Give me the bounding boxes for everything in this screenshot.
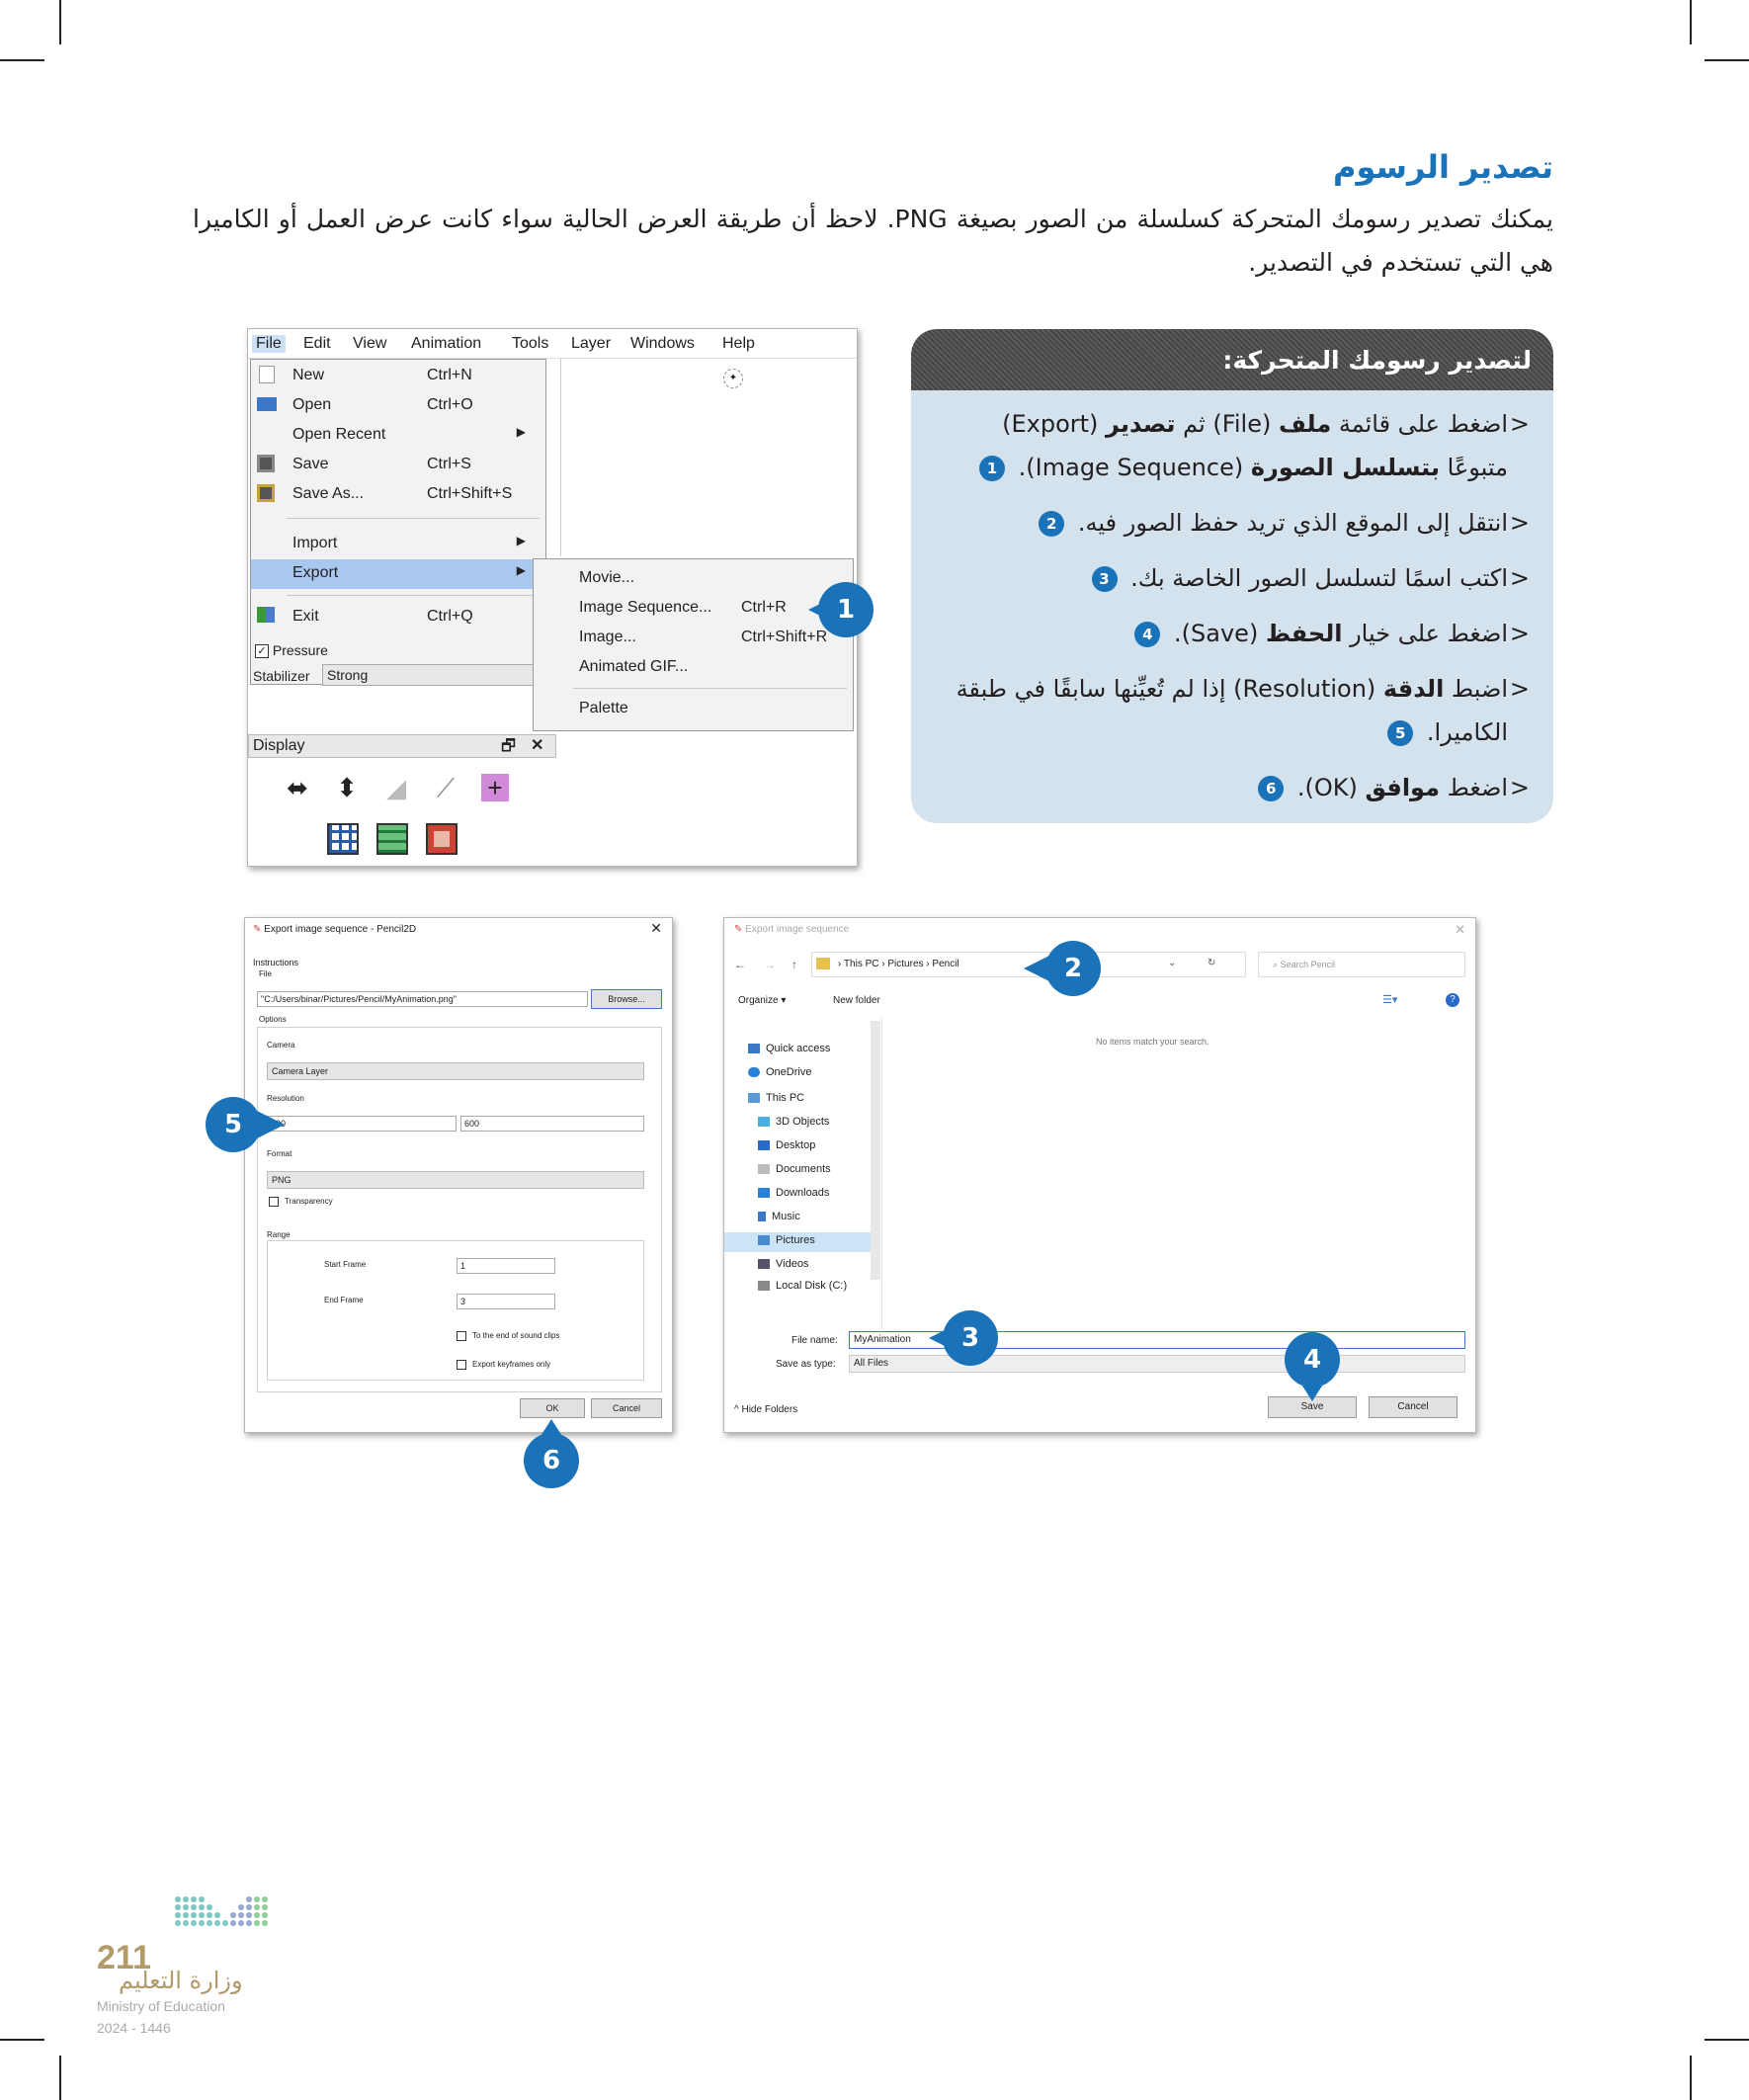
shortcut-image: Ctrl+Shift+R <box>741 629 828 645</box>
callout-pointer <box>257 1111 285 1138</box>
canvas-area <box>560 359 857 556</box>
grid-green-icon[interactable] <box>376 823 408 855</box>
menu-help[interactable]: Help <box>722 335 755 352</box>
step-number: 1 <box>979 456 1005 481</box>
close-icon[interactable]: ✕ <box>650 920 662 936</box>
section-heading: تصدير الرسوم <box>1333 148 1553 186</box>
grid-blue-icon[interactable] <box>327 823 359 855</box>
close-icon[interactable]: ✕ <box>531 737 544 754</box>
crop-mark <box>1690 0 1692 44</box>
options-label: Options <box>259 1015 287 1024</box>
callout-badge-5: 5 <box>206 1097 261 1152</box>
menu-item-open-recent[interactable]: Open Recent ▶ <box>292 425 526 443</box>
steps-list <box>911 390 1553 809</box>
step-number: 3 <box>1092 566 1118 592</box>
search-input[interactable]: ⌕ Search Pencil <box>1258 952 1465 977</box>
save-type-label: Save as type: <box>776 1359 836 1370</box>
pencil-app-icon: ✎ <box>253 924 262 935</box>
empty-message: No items match your search. <box>1096 1037 1209 1047</box>
file-name-input[interactable]: MyAnimation <box>849 1331 1465 1349</box>
nav-quick-access[interactable]: Quick access <box>748 1043 830 1054</box>
search-icon: ⌕ <box>1273 960 1279 969</box>
folder-icon <box>816 958 830 969</box>
nav-music[interactable]: Music <box>758 1211 800 1222</box>
submenu-arrow-icon: ▶ <box>516 534 526 547</box>
pressure-option[interactable]: ✓ Pressure <box>255 642 328 658</box>
save-button[interactable]: Save <box>1268 1396 1357 1418</box>
save-as-disk-icon <box>257 484 275 502</box>
steps-box <box>911 329 1553 823</box>
menu-item-save-as[interactable]: Save As... Ctrl+Shift+S <box>251 480 545 508</box>
menu-view[interactable]: View <box>353 335 387 352</box>
page-number: 211 <box>97 1939 151 1976</box>
crop-mark <box>0 2039 44 2041</box>
pressure-checkbox[interactable]: ✓ <box>255 644 269 658</box>
step-item: < انتقل إلى الموقع الذي تريد حفظ الصور فيه. 2 <box>935 501 1530 545</box>
save-type-select[interactable]: All Files <box>849 1355 1465 1373</box>
chevron-down-icon[interactable]: ⌄ <box>1168 958 1177 968</box>
menu-separator <box>573 688 847 689</box>
step-item: < اضغط على قائمة ملف (File) ثم تصدير (Export) متبوعًا بتسلسل الصورة (Image Sequence). 1 <box>935 402 1530 489</box>
menu-item-export[interactable]: Export ▶ <box>251 559 545 589</box>
end-frame-input[interactable]: 3 <box>457 1294 555 1309</box>
float-icon[interactable]: 🗗 <box>501 738 517 755</box>
crop-mark <box>59 2056 61 2100</box>
ministry-name-arabic: وزارة التعليم <box>119 1967 243 1994</box>
chevron-up-icon: ^ <box>734 1404 739 1415</box>
camera-icon: ✦ <box>723 369 743 388</box>
exit-icon <box>257 607 275 623</box>
nav-desktop[interactable]: Desktop <box>758 1139 815 1151</box>
back-arrow-icon[interactable]: ← <box>734 958 746 971</box>
shortcut-image-sequence: Ctrl+R <box>741 599 787 616</box>
breadcrumb-pictures[interactable]: Pictures <box>887 959 924 969</box>
horizontal-arrow-icon[interactable]: ⬌ <box>287 773 308 802</box>
cancel-button[interactable]: Cancel <box>1369 1396 1458 1418</box>
to-end-label: To the end of sound clips <box>472 1331 560 1340</box>
nav-this-pc[interactable]: This PC <box>748 1092 804 1104</box>
to-end-checkbox[interactable] <box>457 1331 466 1341</box>
step-number: 4 <box>1134 622 1160 647</box>
crop-mark <box>1705 59 1749 61</box>
start-frame-input[interactable]: 1 <box>457 1258 555 1274</box>
menu-edit[interactable]: Edit <box>303 335 331 352</box>
new-file-icon <box>259 366 275 383</box>
nav-onedrive[interactable]: OneDrive <box>748 1066 811 1078</box>
submenu-arrow-icon: ▶ <box>516 563 526 577</box>
pencil-app-icon: ✎ <box>734 924 743 935</box>
forward-arrow-icon[interactable]: → <box>764 958 776 971</box>
up-arrow-icon[interactable]: ↑ <box>791 958 797 971</box>
keyframes-only-checkbox[interactable] <box>457 1360 466 1370</box>
transparency-checkbox[interactable] <box>269 1197 279 1207</box>
academic-year: 2024 - 1446 <box>97 2020 171 2036</box>
menu-item-open[interactable]: Open Ctrl+O <box>251 391 545 419</box>
menu-item-exit[interactable]: Exit Ctrl+Q <box>251 603 545 630</box>
help-icon[interactable]: ? <box>1446 993 1459 1007</box>
step-item: < اضغط موافق (OK). 6 <box>935 766 1530 809</box>
nav-documents[interactable]: Documents <box>758 1163 831 1175</box>
crop-mark <box>1690 2056 1692 2100</box>
export-submenu <box>533 558 854 731</box>
open-folder-icon <box>257 397 277 411</box>
export-animated-gif[interactable]: Animated GIF... <box>579 658 689 675</box>
format-select[interactable]: PNG <box>267 1171 644 1189</box>
instructions-label: Instructions <box>253 958 299 967</box>
nav-pictures[interactable]: Pictures <box>724 1232 871 1252</box>
export-palette[interactable]: Palette <box>579 700 628 716</box>
cancel-button[interactable]: Cancel <box>591 1398 662 1418</box>
submenu-arrow-icon: ▶ <box>516 425 526 439</box>
file-name-label: File name: <box>791 1335 838 1346</box>
nav-scrollbar[interactable] <box>871 1021 880 1280</box>
menu-layer[interactable]: Layer <box>571 335 612 352</box>
breadcrumb-pencil[interactable]: Pencil <box>932 959 959 969</box>
callout-badge-3: 3 <box>943 1310 998 1366</box>
nav-local-disk[interactable]: Local Disk (C:) <box>758 1280 847 1292</box>
menu-item-save[interactable]: Save Ctrl+S <box>251 451 545 478</box>
crop-mark <box>59 0 61 44</box>
format-label: Format <box>267 1149 292 1158</box>
menubar <box>248 329 857 359</box>
ministry-name-english: Ministry of Education <box>97 1998 225 2014</box>
nav-downloads[interactable]: Downloads <box>758 1187 829 1199</box>
crop-mark <box>0 59 44 61</box>
callout-badge-1: 1 <box>818 582 874 637</box>
intro-paragraph: يمكنك تصدير رسومك المتحركة كسلسلة من الصور بصيغة PNG. لاحظ أن طريقة العرض الحالية سواء كانت عرض العمل أو الكاميرا هي التي تستخدم في التصدير. <box>193 205 1553 277</box>
steps-title: لتصدير رسومك المتحركة: <box>911 329 1553 390</box>
step-item: < اكتب اسمًا لتسلسل الصور الخاصة بك. 3 <box>935 556 1530 600</box>
nav-videos[interactable]: Videos <box>758 1258 808 1270</box>
address-bar[interactable]: › This PC › Pictures › Pencil ⌄ ↻ <box>811 952 1246 977</box>
browse-button[interactable]: Browse... <box>591 989 662 1009</box>
menu-item-new[interactable]: New Ctrl+N <box>251 362 545 389</box>
hide-folders-toggle[interactable]: ^ Hide Folders <box>734 1404 798 1415</box>
stabilizer-label: Stabilizer <box>253 668 310 684</box>
export-image-sequence-dialog <box>244 917 673 1433</box>
transparency-label: Transparency <box>285 1197 333 1206</box>
resolution-width-input[interactable]: 800 <box>267 1116 457 1132</box>
camera-label: Camera <box>267 1041 295 1050</box>
step-number: 2 <box>1039 511 1064 537</box>
file-menu <box>250 359 546 685</box>
menu-animation[interactable]: Animation <box>411 335 482 352</box>
view-options-icon[interactable]: ☰▾ <box>1382 994 1398 1006</box>
camera-select[interactable]: Camera Layer <box>267 1062 644 1080</box>
vertical-arrow-icon[interactable]: ⬍ <box>336 773 358 802</box>
keyframes-only-label: Export keyframes only <box>472 1360 551 1369</box>
refresh-icon[interactable]: ↻ <box>1208 958 1216 968</box>
step-number: 5 <box>1387 720 1413 746</box>
menu-item-import[interactable]: Import ▶ <box>292 534 526 551</box>
callout-badge-4: 4 <box>1285 1332 1340 1387</box>
file-path-input[interactable]: "C:/Users/binar/Pictures/Pencil/MyAnimation.png" <box>257 991 588 1007</box>
new-folder-button[interactable]: New folder <box>833 995 880 1006</box>
close-icon[interactable]: ✕ <box>1455 922 1465 937</box>
nav-3d-objects[interactable]: 3D Objects <box>758 1116 829 1128</box>
diagonal-line-icon[interactable]: ⟋ <box>436 773 456 802</box>
menu-separator <box>287 595 540 596</box>
breadcrumb-this-pc[interactable]: This PC <box>843 959 879 969</box>
menu-file[interactable]: File <box>252 335 286 353</box>
frame-icon[interactable] <box>426 823 458 855</box>
export-movie[interactable]: Movie... <box>579 569 635 586</box>
crosshair-icon[interactable]: + <box>481 774 509 801</box>
ok-button[interactable]: OK <box>520 1398 585 1418</box>
step-number: 6 <box>1258 776 1284 801</box>
resolution-label: Resolution <box>267 1094 304 1103</box>
stabilizer-select[interactable]: Strong <box>322 664 540 686</box>
menu-tools[interactable]: Tools <box>512 335 549 352</box>
resolution-height-input[interactable]: 600 <box>460 1116 644 1132</box>
display-panel-header: Display 🗗 ✕ <box>248 734 556 758</box>
menu-separator <box>287 518 540 519</box>
export-image-sequence[interactable]: Image Sequence... <box>579 599 712 616</box>
export-image[interactable]: Image... <box>579 629 636 645</box>
save-disk-icon <box>257 455 275 472</box>
file-label: File <box>259 969 272 978</box>
organize-button[interactable]: Organize ▾ <box>738 995 787 1006</box>
callout-badge-2: 2 <box>1045 941 1101 996</box>
pencil2d-menu-screenshot <box>247 328 858 867</box>
save-file-dialog <box>723 917 1476 1433</box>
end-frame-label: End Frame <box>324 1296 364 1304</box>
dialog-title: ✎ Export image sequence <box>734 924 850 935</box>
step-item: < اضبط الدقة (Resolution) إذا لم تُعيِّنها سابقًا في طبقة الكاميرا. 5 <box>935 667 1530 754</box>
dialog-title: ✎ Export image sequence - Pencil2D <box>253 924 417 935</box>
diagonal-icon[interactable]: ◢ <box>386 773 406 802</box>
start-frame-label: Start Frame <box>324 1260 367 1269</box>
menu-windows[interactable]: Windows <box>630 335 695 352</box>
range-label: Range <box>267 1230 291 1239</box>
callout-badge-6: 6 <box>524 1433 579 1488</box>
crop-mark <box>1705 2039 1749 2041</box>
step-item: < اضغط على خيار الحفظ (Save). 4 <box>935 612 1530 655</box>
